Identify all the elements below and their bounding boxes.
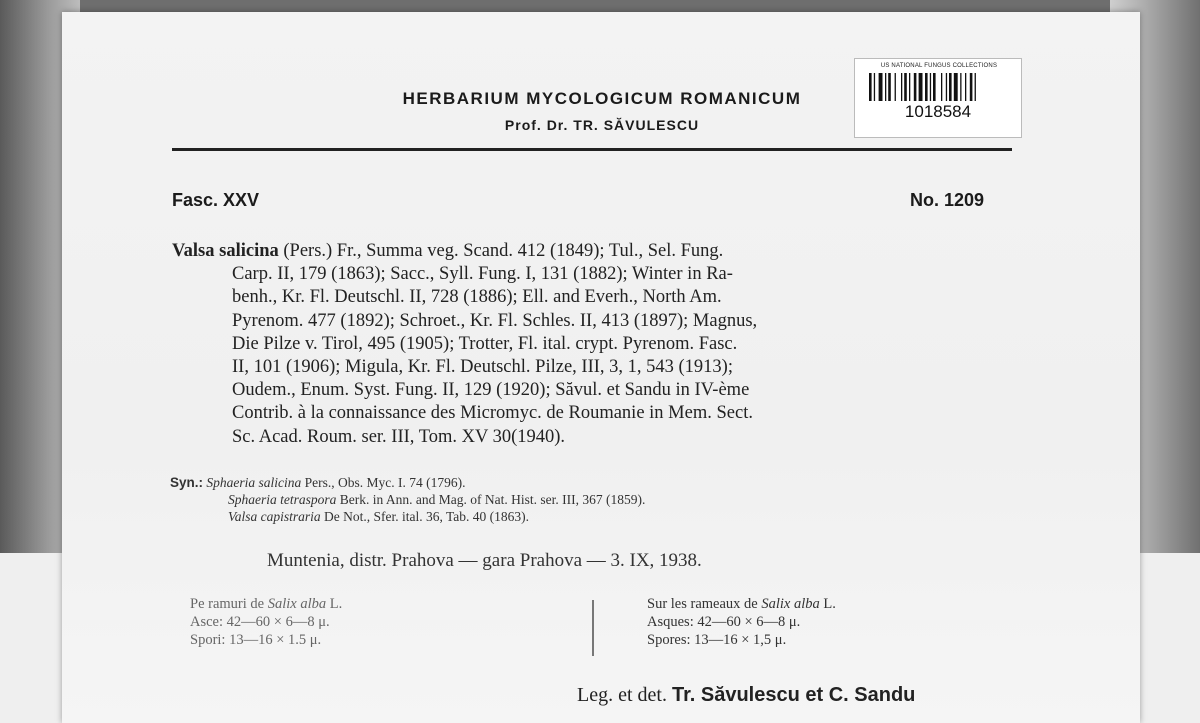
citation-line: benh., Kr. Fl. Deutschl. II, 728 (1886); Ell. and Everh., North Am.: [232, 287, 722, 308]
herbarium-label: [62, 12, 1140, 723]
citation-line: II, 101 (1906); Migula, Kr. Fl. Deutschl. Pilze, III, 3, 1, 543 (1913);: [232, 357, 733, 378]
collector-names: Tr. Săvulescu et C. Sandu: [671, 684, 916, 706]
barcode-label: [854, 58, 1022, 138]
host-line: Sur les rameaux de Salix alba L.: [647, 596, 836, 612]
herbarium-title: HERBARIUM MYCOLOGICUM ROMANICUM: [402, 89, 802, 108]
synonym-entry: Syn.: Sphaeria salicina Pers., Obs. Myc. I. 74 (1796).: [170, 475, 466, 490]
citation-line: Contrib. à la connaissance des Micromyc. de Roumanie in Mem. Sect.: [232, 403, 753, 424]
synonym-entry: Sphaeria tetraspora Berk. in Ann. and Mag. of Nat. Hist. ser. III, 367 (1859).: [228, 492, 646, 507]
citation-line: Valsa salicina (Pers.) Fr., Summa veg. Scand. 412 (1849); Tul., Sel. Fung.: [172, 241, 724, 261]
specimen-number: No. 1209: [910, 190, 985, 210]
synonyms-block: [170, 474, 1050, 525]
fascicle-number: Fasc. XXV: [172, 190, 260, 210]
collection-locality: Muntenia, distr. Prahova — gara Prahova — 3. IX, 1938.: [267, 550, 702, 571]
collectors-line: Leg. et det. Tr. Săvulescu et C. Sandu: [577, 684, 916, 706]
citation-line: Oudem., Enum. Syst. Fung. II, 129 (1920); Săvul. et Sandu in IV-ème: [232, 380, 750, 401]
barcode-caption: US NATIONAL FUNGUS COLLECTIONS: [880, 63, 998, 69]
spore-measurement: Spori: 13—16 × 1.5 μ.: [190, 632, 322, 648]
host-description-romanian: [190, 595, 570, 649]
citation-line: Die Pilze v. Tirol, 495 (1905); Trotter, Fl. ital. crypt. Pyrenom. Fasc.: [232, 333, 738, 354]
species-name: Valsa salicina: [172, 241, 279, 261]
asci-measurement: Asques: 42—60 × 6—8 μ.: [647, 614, 801, 630]
spore-measurement: Spores: 13—16 × 1,5 μ.: [647, 632, 787, 648]
column-divider: [592, 600, 594, 656]
species-citation: [172, 240, 1022, 449]
herbarium-curator: Prof. Dr. TR. SĂVULESCU: [504, 117, 700, 133]
barcode-number: 1018584: [904, 102, 972, 121]
synonyms-label: Syn.:: [170, 475, 204, 490]
citation-line: Pyrenom. 477 (1892); Schroet., Kr. Fl. Schles. II, 413 (1897); Magnus,: [232, 310, 758, 331]
citation-line: Carp. II, 179 (1863); Sacc., Syll. Fung. I, 131 (1882); Winter in Ra-: [232, 264, 733, 285]
asci-measurement: Asce: 42—60 × 6—8 μ.: [190, 614, 330, 630]
header-rule: [172, 148, 1012, 151]
host-line: Pe ramuri de Salix alba L.: [190, 596, 343, 612]
synonym-entry: Valsa capistraria De Not., Sfer. ital. 36, Tab. 40 (1863).: [228, 509, 530, 524]
host-description-french: [647, 595, 1047, 649]
barcode-icon: [869, 73, 1007, 101]
citation-line: Sc. Acad. Roum. ser. III, Tom. XV 30(1940).: [232, 426, 566, 447]
